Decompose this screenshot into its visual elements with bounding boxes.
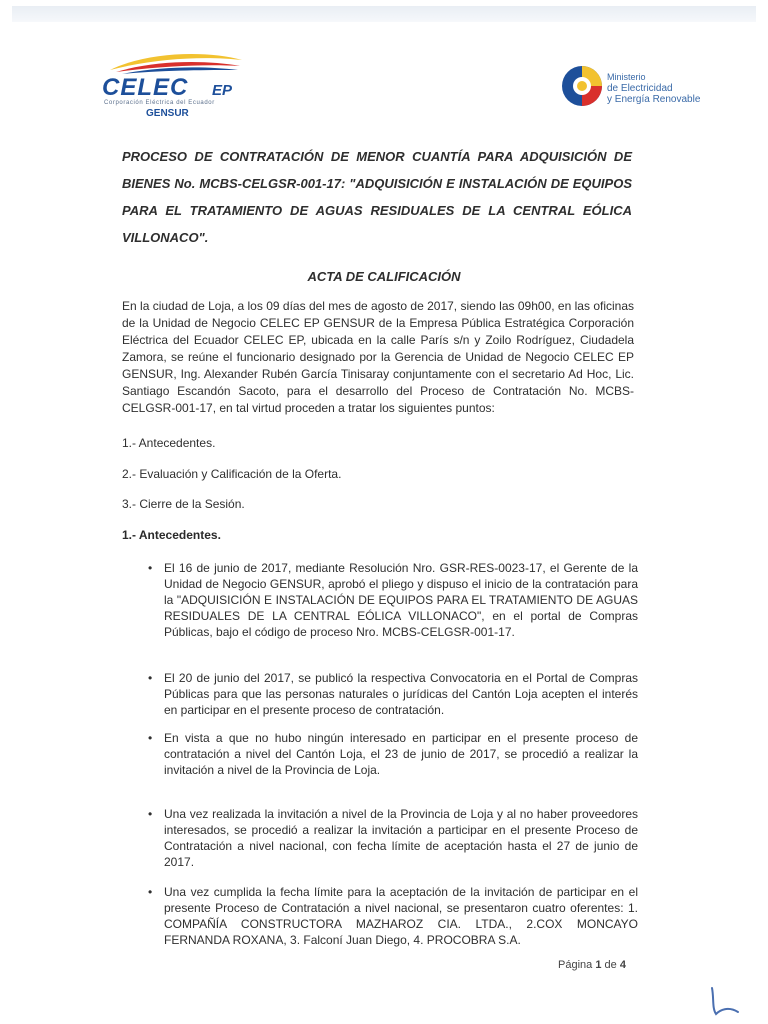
- document-subtitle: ACTA DE CALIFICACIÓN: [307, 269, 461, 284]
- list-item-text: Una vez realizada la invitación a nivel de la Provincia de Loja y al no haber proveedores interesados, se procedió a realizar la invitación a participar en el presente Proceso de Contratación a nivel nacional, con fecha límite de aceptación hasta el 27 de junio de 2017.: [164, 807, 638, 869]
- celec-swoosh-icon: [106, 50, 246, 76]
- list-item-text: El 16 de junio de 2017, mediante Resolución Nro. GSR-RES-0023-17, el Gerente de la Unidad de Negocio GENSUR, aprobó el pliego y dispuso el inicio de la contratación para la "ADQUISICIÓN E INSTALACIÓN DE EQUIPOS PARA EL TRATAMIENTO DE AGUAS RESIDUALES DE LA CENTRAL EÓLICA VILLONACO", en el portal de Compras Públicas, bajo el código de proceso Nro. MCBS-CELGSR-001-17.: [164, 561, 638, 639]
- list-item-text: En vista a que no hubo ningún interesado en participar en el presente proceso de contratación a nivel del Cantón Loja, el 23 de junio de 2017, se procedió a realizar la invitación a nivel de la Provincia de Loja.: [164, 731, 638, 777]
- celec-brand-text: CELEC: [102, 74, 189, 101]
- document-title: PROCESO DE CONTRATACIÓN DE MENOR CUANTÍA PARA ADQUISICIÓN DE BIENES No. MCBS-CELGSR-001-17: "ADQUISICIÓN E INSTALACIÓN DE EQUIPOS PARA EL TRATAMIENTO DE AGUAS RESIDUALES DE LA CENTRAL EÓLICA VILLONACO".: [122, 149, 632, 245]
- celec-ep-logo: [100, 50, 250, 120]
- page-of: de: [604, 959, 617, 971]
- celec-ep-suffix: EP: [212, 82, 233, 99]
- ministry-name: [607, 72, 700, 105]
- section-heading: 1.- Antecedentes.: [122, 528, 221, 542]
- page-prefix: Página: [558, 959, 593, 971]
- scan-top-band: [12, 6, 756, 22]
- list-item-text: Una vez cumplida la fecha límite para la aceptación de la invitación de participar en el presente Proceso de Contratación a nivel nacional, se presentaron cuatro oferentes: 1. COMPAÑÍA CONSTRUCTORA MAZHAROZ CIA. LTDA., 2.COX MONCAYO FERNANDA ROXANA, 3. Falconí Juan Diego, 4. PROCOBRA S.A.: [164, 885, 638, 947]
- agenda-point-1: 1.- Antecedentes.: [122, 436, 216, 450]
- agenda-point-2: 2.- Evaluación y Calificación de la Oferta.: [122, 467, 342, 481]
- ministry-logo: [560, 64, 720, 114]
- bullet-icon: •: [148, 731, 153, 745]
- ministry-line-1: Ministerio: [607, 72, 646, 82]
- agenda-point-3: 3.- Cierre de la Sesión.: [122, 497, 245, 511]
- ministry-line-3: y Energía Renovable: [607, 94, 701, 105]
- ministry-emblem-icon: [560, 64, 604, 108]
- page-total: 4: [619, 959, 626, 971]
- page-number: [558, 959, 626, 971]
- gensur-unit-text: GENSUR: [146, 108, 189, 119]
- intro-paragraph: En la ciudad de Loja, a los 09 días del mes de agosto de 2017, siendo las 09h00, en las oficinas de la Unidad de Negocio CELEC EP GENSUR de la Empresa Pública Estratégica Corporación Eléctrica del Ecuador CELEC EP, ubicada en la calle París s/n y Zoilo Rodríguez, Ciudadela Zamora, se reúne el funcionario designado por la Gerencia de Unidad de Negocio CELEC EP GENSUR, Ing. Alexander Rubén García Tinisaray conjuntamente con el secretario Ad Hoc, Lic. Santiago Escandón Sacoto, para el desarrollo del Proceso de Contratación No. MCBS-CELGSR-001-17, en tal virtud proceden a tratar los siguientes puntos:: [122, 299, 634, 415]
- bullet-icon: •: [148, 671, 153, 685]
- bullet-icon: •: [148, 807, 153, 821]
- signature-mark-icon: [706, 984, 746, 1020]
- page-current: 1: [595, 959, 602, 971]
- celec-corporation-text: Corporación Eléctrica del Ecuador: [104, 100, 215, 106]
- bullet-icon: •: [148, 561, 153, 575]
- bullet-icon: •: [148, 885, 153, 899]
- list-item-text: El 20 de junio del 2017, se publicó la respectiva Convocatoria en el Portal de Compras Públicas para que las personas naturales o jurídicas del Cantón Loja acepten el interés en participar en el presente proceso de contratación.: [164, 671, 638, 717]
- ministry-line-2: de Electricidad: [607, 83, 673, 94]
